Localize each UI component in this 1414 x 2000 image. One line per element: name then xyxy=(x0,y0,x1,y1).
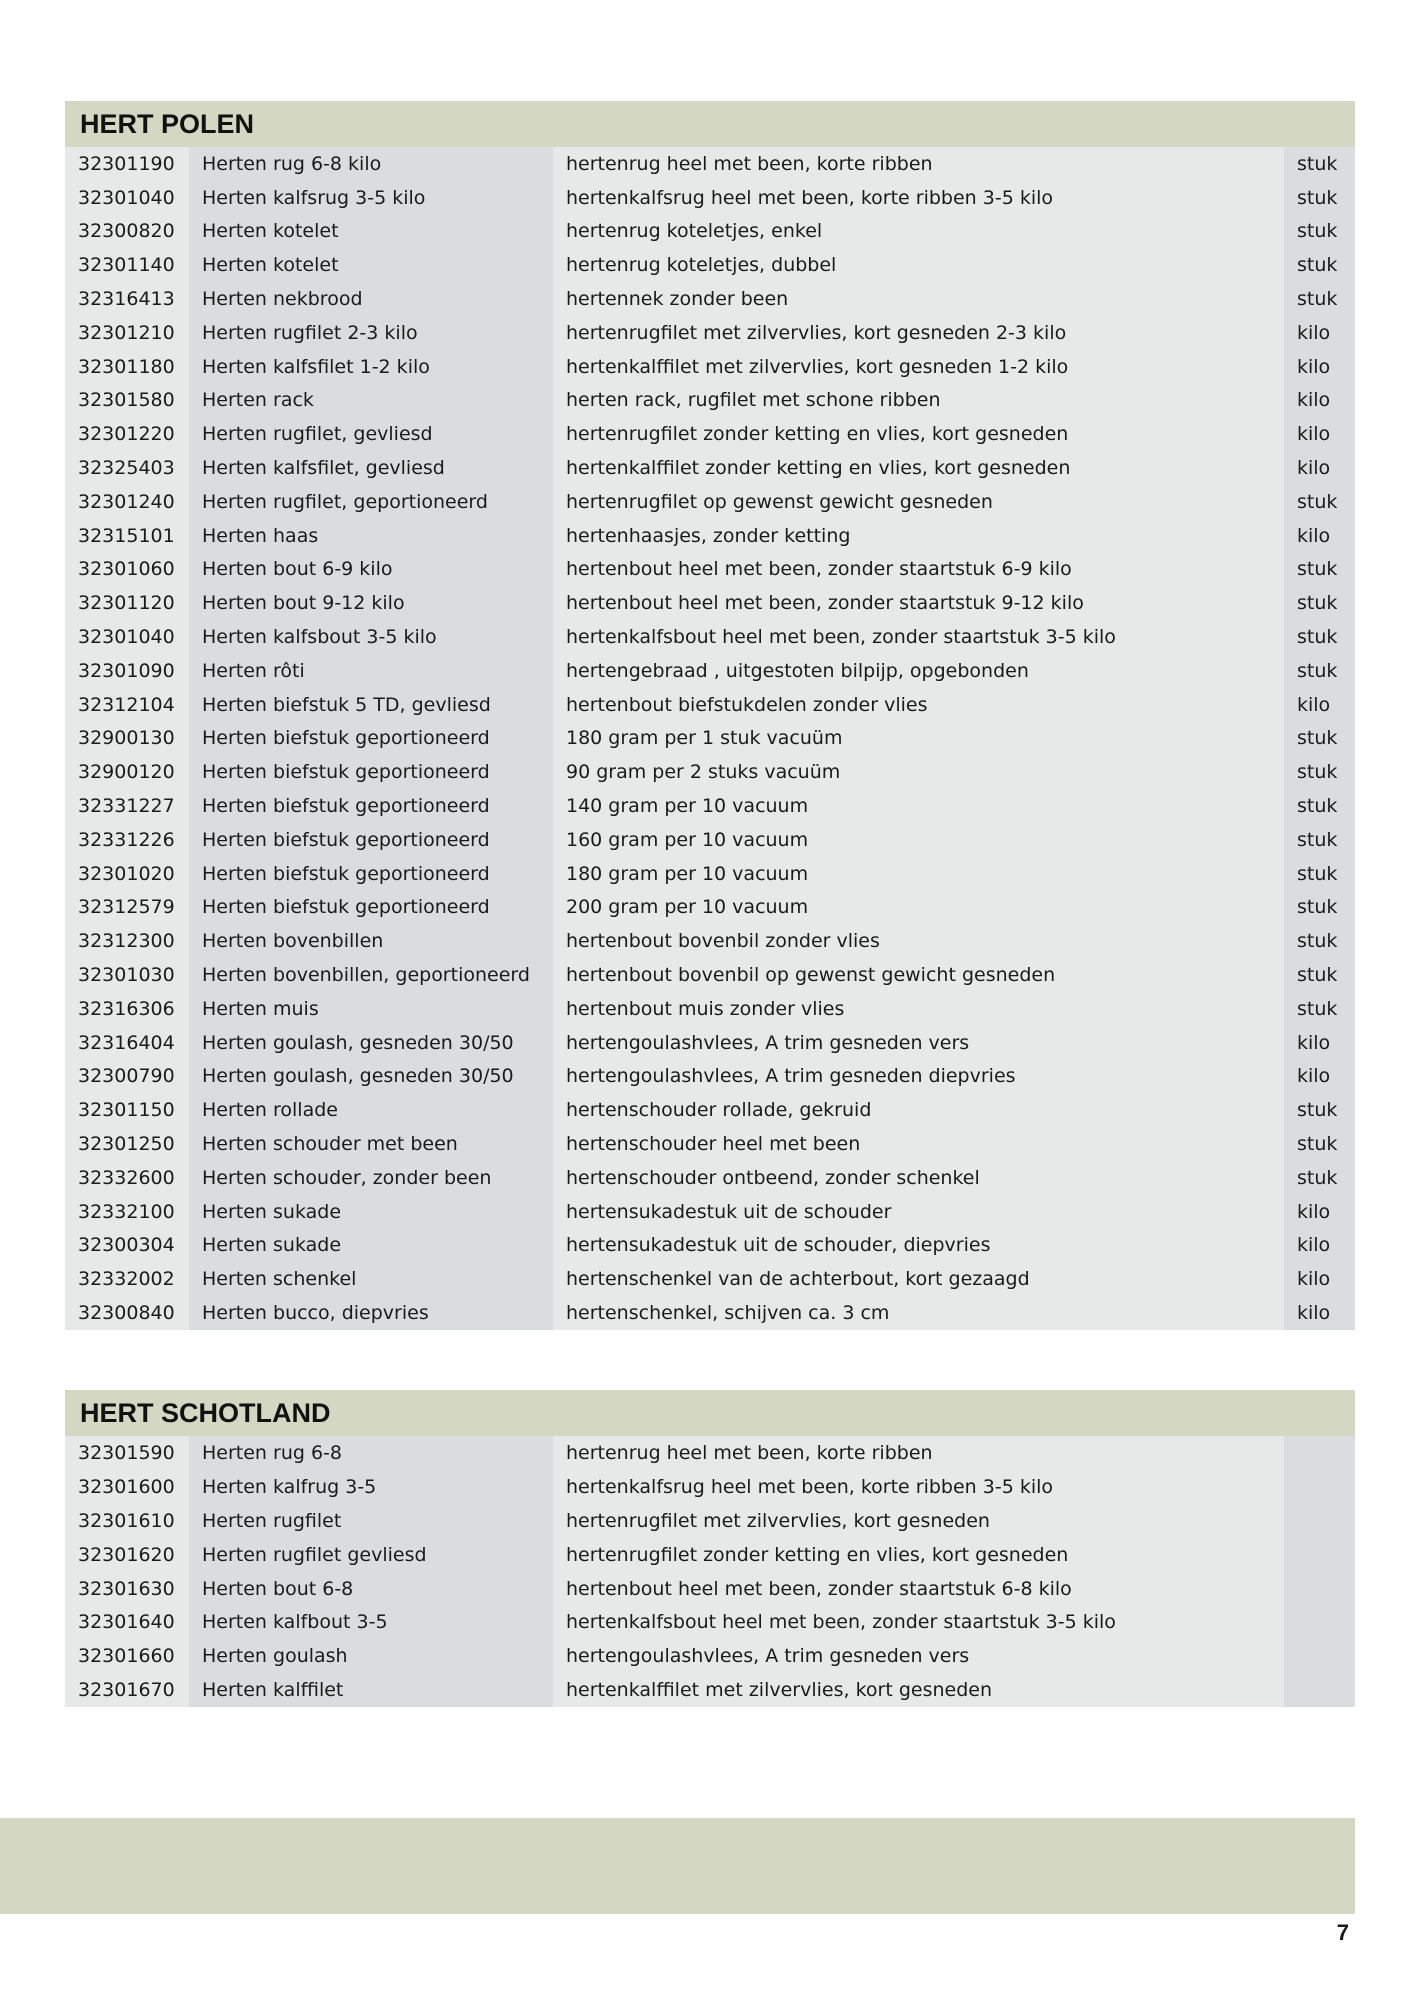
product-description: hertenbout heel met been, zonder staartstuk 6-9 kilo xyxy=(553,553,1284,587)
product-description: hertenbout heel met been, zonder staartstuk 6-8 kilo xyxy=(553,1572,1284,1606)
article-code: 32331227 xyxy=(65,789,189,823)
article-code: 32301180 xyxy=(65,350,189,384)
table-row xyxy=(65,755,1355,789)
unit: kilo xyxy=(1284,1060,1355,1094)
table-row xyxy=(65,857,1355,891)
table-row xyxy=(65,958,1355,992)
article-code: 32900120 xyxy=(65,755,189,789)
unit xyxy=(1284,1470,1355,1504)
article-code: 32301020 xyxy=(65,857,189,891)
table-row xyxy=(65,215,1355,249)
product-table xyxy=(65,147,1355,1330)
table-row xyxy=(65,992,1355,1026)
product-name: Herten sukade xyxy=(189,1229,553,1263)
product-name: Herten kalfsfilet 1-2 kilo xyxy=(189,350,553,384)
unit: kilo xyxy=(1284,1195,1355,1229)
product-name: Herten schouder met been xyxy=(189,1127,553,1161)
product-description: hertenbout muis zonder vlies xyxy=(553,992,1284,1026)
table-row xyxy=(65,350,1355,384)
product-description: hertenrug koteletjes, enkel xyxy=(553,215,1284,249)
section-title: HERT POLEN xyxy=(65,101,1355,147)
article-code: 32301190 xyxy=(65,147,189,181)
unit: stuk xyxy=(1284,147,1355,181)
article-code: 32301040 xyxy=(65,620,189,654)
product-name: Herten rugfilet 2-3 kilo xyxy=(189,316,553,350)
product-name: Herten goulash xyxy=(189,1639,553,1673)
table-row xyxy=(65,924,1355,958)
article-code: 32301090 xyxy=(65,654,189,688)
article-code: 32300304 xyxy=(65,1229,189,1263)
table-row xyxy=(65,553,1355,587)
article-code: 32312104 xyxy=(65,688,189,722)
product-name: Herten kalfsbout 3-5 kilo xyxy=(189,620,553,654)
product-name: Herten rugfilet, geportioneerd xyxy=(189,485,553,519)
table-row xyxy=(65,688,1355,722)
product-description: hertensukadestuk uit de schouder, diepvries xyxy=(553,1229,1284,1263)
table-row xyxy=(65,1605,1355,1639)
table-row xyxy=(65,1060,1355,1094)
product-name: Herten rug 6-8 xyxy=(189,1436,553,1470)
article-code: 32332600 xyxy=(65,1161,189,1195)
article-code: 32301210 xyxy=(65,316,189,350)
product-description: hertenkalffilet zonder ketting en vlies, kort gesneden xyxy=(553,451,1284,485)
unit: stuk xyxy=(1284,1127,1355,1161)
unit: kilo xyxy=(1284,384,1355,418)
unit: stuk xyxy=(1284,857,1355,891)
table-row xyxy=(65,1639,1355,1673)
product-description: hertenkalffilet met zilvervlies, kort gesneden xyxy=(553,1673,1284,1707)
table-row xyxy=(65,485,1355,519)
product-name: Herten bout 9-12 kilo xyxy=(189,586,553,620)
product-name: Herten biefstuk geportioneerd xyxy=(189,857,553,891)
product-name: Herten biefstuk geportioneerd xyxy=(189,891,553,925)
table-row xyxy=(65,384,1355,418)
table-row xyxy=(65,823,1355,857)
unit: kilo xyxy=(1284,316,1355,350)
product-description: hertenbout heel met been, zonder staartstuk 9-12 kilo xyxy=(553,586,1284,620)
product-name: Herten bout 6-9 kilo xyxy=(189,553,553,587)
unit: stuk xyxy=(1284,654,1355,688)
article-code: 32312579 xyxy=(65,891,189,925)
article-code: 32301630 xyxy=(65,1572,189,1606)
table-row xyxy=(65,282,1355,316)
unit: kilo xyxy=(1284,1262,1355,1296)
table-row xyxy=(65,147,1355,181)
article-code: 32301620 xyxy=(65,1538,189,1572)
product-description: hertenbout bovenbil op gewenst gewicht gesneden xyxy=(553,958,1284,992)
product-description: hertenschenkel van de achterbout, kort gezaagd xyxy=(553,1262,1284,1296)
product-name: Herten goulash, gesneden 30/50 xyxy=(189,1026,553,1060)
product-name: Herten muis xyxy=(189,992,553,1026)
product-description: hertenkalfsrug heel met been, korte ribben 3-5 kilo xyxy=(553,181,1284,215)
product-description: 160 gram per 10 vacuum xyxy=(553,823,1284,857)
product-description: hertenrugfilet zonder ketting en vlies, kort gesneden xyxy=(553,1538,1284,1572)
article-code: 32301240 xyxy=(65,485,189,519)
unit xyxy=(1284,1436,1355,1470)
article-code: 32301640 xyxy=(65,1605,189,1639)
article-code: 32332002 xyxy=(65,1262,189,1296)
unit xyxy=(1284,1538,1355,1572)
article-code: 32315101 xyxy=(65,519,189,553)
product-description: hertenkalfsbout heel met been, zonder staartstuk 3-5 kilo xyxy=(553,1605,1284,1639)
product-name: Herten haas xyxy=(189,519,553,553)
article-code: 32301250 xyxy=(65,1127,189,1161)
table-row xyxy=(65,891,1355,925)
product-description: hertengoulashvlees, A trim gesneden vers xyxy=(553,1639,1284,1673)
unit xyxy=(1284,1605,1355,1639)
product-description: hertenrugfilet met zilvervlies, kort gesneden xyxy=(553,1504,1284,1538)
unit xyxy=(1284,1639,1355,1673)
product-name: Herten biefstuk geportioneerd xyxy=(189,755,553,789)
unit: stuk xyxy=(1284,891,1355,925)
product-name: Herten biefstuk geportioneerd xyxy=(189,789,553,823)
product-description: hertengoulashvlees, A trim gesneden vers xyxy=(553,1026,1284,1060)
unit: stuk xyxy=(1284,586,1355,620)
unit: stuk xyxy=(1284,789,1355,823)
unit: stuk xyxy=(1284,282,1355,316)
product-name: Herten rack xyxy=(189,384,553,418)
unit: stuk xyxy=(1284,620,1355,654)
article-code: 32301220 xyxy=(65,417,189,451)
article-code: 32301150 xyxy=(65,1093,189,1127)
article-code: 32301580 xyxy=(65,384,189,418)
table-row xyxy=(65,1229,1355,1263)
product-description: hertenschouder ontbeend, zonder schenkel xyxy=(553,1161,1284,1195)
product-description: hertenschenkel, schijven ca. 3 cm xyxy=(553,1296,1284,1330)
table-row xyxy=(65,1296,1355,1330)
product-description: 90 gram per 2 stuks vacuüm xyxy=(553,755,1284,789)
unit: kilo xyxy=(1284,519,1355,553)
product-description: hertenrug heel met been, korte ribben xyxy=(553,147,1284,181)
unit: stuk xyxy=(1284,1161,1355,1195)
product-name: Herten biefstuk geportioneerd xyxy=(189,823,553,857)
article-code: 32301140 xyxy=(65,248,189,282)
article-code: 32300790 xyxy=(65,1060,189,1094)
product-description: hertenrugfilet met zilvervlies, kort gesneden 2-3 kilo xyxy=(553,316,1284,350)
section-title: HERT SCHOTLAND xyxy=(65,1390,1355,1436)
unit: stuk xyxy=(1284,992,1355,1026)
unit: stuk xyxy=(1284,958,1355,992)
product-name: Herten kalfsrug 3-5 kilo xyxy=(189,181,553,215)
article-code: 32316404 xyxy=(65,1026,189,1060)
article-code: 32332100 xyxy=(65,1195,189,1229)
table-row xyxy=(65,417,1355,451)
article-code: 32900130 xyxy=(65,722,189,756)
section-hert-schotland xyxy=(65,1390,1355,1707)
table-row xyxy=(65,654,1355,688)
product-description: hertenschouder heel met been xyxy=(553,1127,1284,1161)
product-name: Herten rugfilet, gevliesd xyxy=(189,417,553,451)
product-name: Herten kalfsfilet, gevliesd xyxy=(189,451,553,485)
product-name: Herten bovenbillen, geportioneerd xyxy=(189,958,553,992)
product-name: Herten sukade xyxy=(189,1195,553,1229)
unit: stuk xyxy=(1284,823,1355,857)
section-hert-polen xyxy=(65,101,1355,1330)
product-name: Herten nekbrood xyxy=(189,282,553,316)
product-name: Herten bucco, diepvries xyxy=(189,1296,553,1330)
product-description: 180 gram per 10 vacuum xyxy=(553,857,1284,891)
table-row xyxy=(65,1436,1355,1470)
article-code: 32301670 xyxy=(65,1673,189,1707)
unit: kilo xyxy=(1284,350,1355,384)
article-code: 32300840 xyxy=(65,1296,189,1330)
unit: kilo xyxy=(1284,688,1355,722)
product-name: Herten schouder, zonder been xyxy=(189,1161,553,1195)
unit: stuk xyxy=(1284,1093,1355,1127)
product-name: Herten goulash, gesneden 30/50 xyxy=(189,1060,553,1094)
product-description: hertensukadestuk uit de schouder xyxy=(553,1195,1284,1229)
article-code: 32301120 xyxy=(65,586,189,620)
product-name: Herten biefstuk 5 TD, gevliesd xyxy=(189,688,553,722)
product-name: Herten kalffilet xyxy=(189,1673,553,1707)
table-row xyxy=(65,1673,1355,1707)
table-row xyxy=(65,1161,1355,1195)
table-row xyxy=(65,1195,1355,1229)
product-name: Herten rugfilet gevliesd xyxy=(189,1538,553,1572)
article-code: 32301600 xyxy=(65,1470,189,1504)
table-row xyxy=(65,1538,1355,1572)
article-code: 32301660 xyxy=(65,1639,189,1673)
product-description: 200 gram per 10 vacuum xyxy=(553,891,1284,925)
product-description: 140 gram per 10 vacuum xyxy=(553,789,1284,823)
product-description: hertenhaasjes, zonder ketting xyxy=(553,519,1284,553)
table-row xyxy=(65,1504,1355,1538)
table-row xyxy=(65,1127,1355,1161)
table-row xyxy=(65,1572,1355,1606)
product-name: Herten rugfilet xyxy=(189,1504,553,1538)
unit: kilo xyxy=(1284,1026,1355,1060)
unit: stuk xyxy=(1284,722,1355,756)
product-name: Herten rôti xyxy=(189,654,553,688)
table-row xyxy=(65,316,1355,350)
article-code: 32301610 xyxy=(65,1504,189,1538)
article-code: 32301030 xyxy=(65,958,189,992)
unit: stuk xyxy=(1284,181,1355,215)
product-description: hertenkalfsrug heel met been, korte ribben 3-5 kilo xyxy=(553,1470,1284,1504)
article-code: 32325403 xyxy=(65,451,189,485)
unit: stuk xyxy=(1284,924,1355,958)
article-code: 32300820 xyxy=(65,215,189,249)
product-description: hertenbout biefstukdelen zonder vlies xyxy=(553,688,1284,722)
unit: kilo xyxy=(1284,1296,1355,1330)
article-code: 32331226 xyxy=(65,823,189,857)
table-row xyxy=(65,789,1355,823)
table-row xyxy=(65,248,1355,282)
product-description: hertenschouder rollade, gekruid xyxy=(553,1093,1284,1127)
unit xyxy=(1284,1673,1355,1707)
product-name: Herten schenkel xyxy=(189,1262,553,1296)
product-name: Herten biefstuk geportioneerd xyxy=(189,722,553,756)
unit: kilo xyxy=(1284,1229,1355,1263)
product-description: hertenrugfilet op gewenst gewicht gesneden xyxy=(553,485,1284,519)
unit: stuk xyxy=(1284,755,1355,789)
unit: stuk xyxy=(1284,248,1355,282)
product-description: hertengebraad , uitgestoten bilpijp, opgebonden xyxy=(553,654,1284,688)
table-row xyxy=(65,181,1355,215)
product-name: Herten rollade xyxy=(189,1093,553,1127)
unit: kilo xyxy=(1284,417,1355,451)
product-description: hertengoulashvlees, A trim gesneden diepvries xyxy=(553,1060,1284,1094)
product-description: hertennek zonder been xyxy=(553,282,1284,316)
article-code: 32316306 xyxy=(65,992,189,1026)
article-code: 32301040 xyxy=(65,181,189,215)
product-name: Herten kalfbout 3-5 xyxy=(189,1605,553,1639)
table-row xyxy=(65,1093,1355,1127)
article-code: 32312300 xyxy=(65,924,189,958)
product-description: hertenbout bovenbil zonder vlies xyxy=(553,924,1284,958)
product-name: Herten kalfrug 3-5 xyxy=(189,1470,553,1504)
table-row xyxy=(65,586,1355,620)
product-table xyxy=(65,1436,1355,1707)
product-description: hertenrug koteletjes, dubbel xyxy=(553,248,1284,282)
product-name: Herten bout 6-8 xyxy=(189,1572,553,1606)
unit: stuk xyxy=(1284,215,1355,249)
unit xyxy=(1284,1504,1355,1538)
product-description: hertenkalffilet met zilvervlies, kort gesneden 1-2 kilo xyxy=(553,350,1284,384)
page-number: 7 xyxy=(1336,1920,1349,1945)
unit: kilo xyxy=(1284,451,1355,485)
product-name: Herten kotelet xyxy=(189,248,553,282)
table-row xyxy=(65,1262,1355,1296)
table-row xyxy=(65,722,1355,756)
table-row xyxy=(65,451,1355,485)
table-row xyxy=(65,1026,1355,1060)
product-description: hertenkalfsbout heel met been, zonder staartstuk 3-5 kilo xyxy=(553,620,1284,654)
article-code: 32301590 xyxy=(65,1436,189,1470)
product-description: hertenrugfilet zonder ketting en vlies, kort gesneden xyxy=(553,417,1284,451)
unit: stuk xyxy=(1284,553,1355,587)
table-row xyxy=(65,1470,1355,1504)
table-row xyxy=(65,519,1355,553)
product-description: 180 gram per 1 stuk vacuüm xyxy=(553,722,1284,756)
product-name: Herten kotelet xyxy=(189,215,553,249)
footer-band xyxy=(0,1818,1355,1914)
unit xyxy=(1284,1572,1355,1606)
unit: stuk xyxy=(1284,485,1355,519)
product-description: hertenrug heel met been, korte ribben xyxy=(553,1436,1284,1470)
table-row xyxy=(65,620,1355,654)
product-name: Herten bovenbillen xyxy=(189,924,553,958)
product-description: herten rack, rugfilet met schone ribben xyxy=(553,384,1284,418)
product-name: Herten rug 6-8 kilo xyxy=(189,147,553,181)
article-code: 32301060 xyxy=(65,553,189,587)
article-code: 32316413 xyxy=(65,282,189,316)
